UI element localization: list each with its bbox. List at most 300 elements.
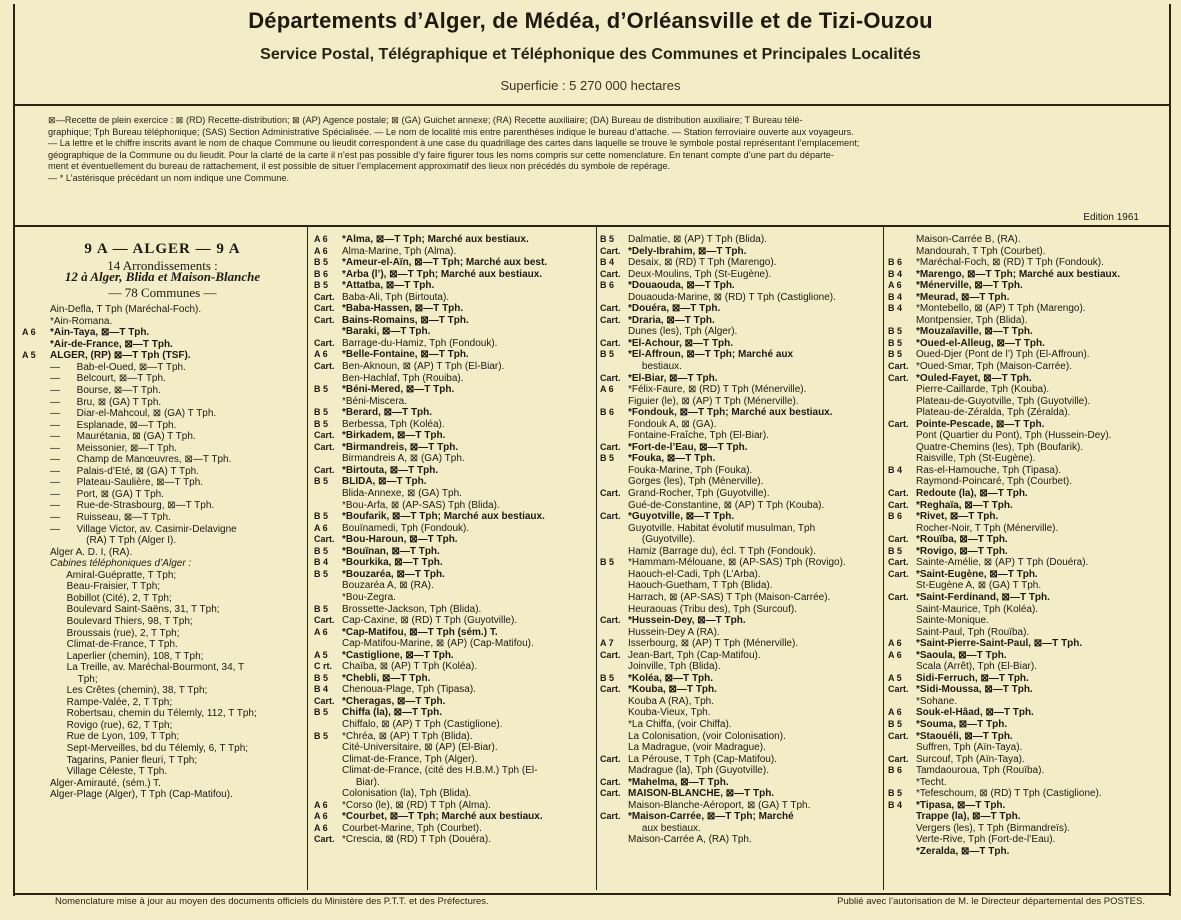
grid-reference: Cart. — [888, 557, 909, 568]
column-1-list — [20, 304, 305, 801]
list-item — [598, 557, 882, 569]
locality-entry: *Saint-Pierre-Saint-Paul, ⊠—T Tph. — [916, 638, 1083, 650]
grid-reference: Cart. — [888, 591, 909, 602]
grid-reference: Cart. — [888, 730, 909, 741]
grid-reference — [886, 811, 916, 823]
list-item — [20, 720, 305, 732]
locality-entry: *Cheragas, ⊠—T Tph. — [342, 695, 446, 707]
grid-reference: A 6 — [600, 384, 614, 395]
grid-reference: B 6 — [314, 268, 329, 279]
grid-reference: B 5 — [314, 603, 329, 614]
list-item — [886, 650, 1172, 662]
locality-entry: La Colonisation, (voir Colonisation). — [628, 730, 786, 742]
list-item — [886, 731, 1172, 743]
grid-reference — [312, 326, 342, 338]
locality-entry: Dunes (les), Tph (Alger). — [628, 326, 738, 338]
grid-reference — [312, 580, 342, 592]
locality-entry: *Air-de-France, ⊠—T Tph. — [50, 338, 173, 350]
locality-entry: Trappe (la), ⊠—T Tph. — [916, 811, 1021, 823]
locality-entry: Souk-el-Hâad, ⊠—T Tph. — [916, 707, 1034, 719]
grid-reference — [598, 292, 628, 304]
grid-reference — [886, 315, 916, 327]
grid-reference — [20, 604, 50, 616]
list-item — [598, 800, 882, 812]
grid-reference — [20, 628, 50, 640]
grid-reference: B 4 — [888, 303, 903, 314]
list-item — [312, 257, 596, 269]
list-item — [20, 489, 305, 501]
grid-reference — [312, 500, 342, 512]
locality-entry: *Saint-Eugène, ⊠—T Tph. — [916, 568, 1038, 580]
list-item — [312, 523, 596, 535]
locality-entry: Bobillot (Cité), 2, T Tph; — [50, 592, 172, 604]
list-item — [312, 788, 596, 800]
locality-entry: *Bouzaréa, ⊠—T Tph. — [342, 568, 445, 580]
grid-reference — [598, 742, 628, 754]
locality-entry: Chenoua-Plage, Tph (Tipasa). — [342, 684, 476, 696]
grid-reference — [20, 720, 50, 732]
locality-entry: Robertsau, chemin du Télemly, 112, T Tph; — [50, 708, 257, 720]
list-item — [312, 361, 596, 373]
list-item — [312, 742, 596, 754]
grid-reference — [598, 534, 628, 546]
list-item — [886, 673, 1172, 685]
locality-entry: *Alma, ⊠—T Tph; Marché aux bestiaux. — [342, 234, 529, 245]
locality-entry: *Saint-Ferdinand, ⊠—T Tph. — [916, 591, 1050, 603]
list-item — [312, 557, 596, 569]
list-item — [886, 765, 1172, 777]
locality-entry: *Berard, ⊠—T Tph. — [342, 407, 433, 419]
locality-entry: Haouch-Guetham, T Tph (Blida). — [628, 580, 773, 592]
list-item — [886, 246, 1172, 258]
legend — [48, 115, 1148, 185]
list-item — [598, 500, 882, 512]
grid-reference: B 5 — [314, 407, 329, 418]
list-item — [20, 628, 305, 640]
locality-entry: Mandourah, T Tph (Courbet). — [916, 245, 1046, 257]
grid-reference — [20, 651, 50, 663]
grid-reference: Cart. — [888, 684, 909, 695]
list-item — [886, 488, 1172, 500]
locality-entry: Sainte-Monique. — [916, 615, 989, 627]
locality-entry: *Tipasa, ⊠—T Tph. — [916, 799, 1006, 811]
list-item — [886, 442, 1172, 454]
grid-reference: Cart. — [314, 314, 335, 325]
locality-entry: Desaix, ⊠ (RD) T Tph (Marengo). — [628, 257, 777, 269]
locality-entry: Colonisation (la), Tph (Blida). — [342, 788, 472, 800]
list-item — [312, 534, 596, 546]
grid-reference: Cart. — [888, 534, 909, 545]
list-item — [312, 326, 596, 338]
list-item — [886, 627, 1172, 639]
grid-reference — [886, 823, 916, 835]
grid-reference — [886, 742, 916, 754]
grid-reference: A 6 — [888, 280, 902, 291]
list-item — [20, 743, 305, 755]
locality-entry: Saint-Maurice, Tph (Koléa). — [916, 603, 1039, 615]
locality-entry: *Maréchal-Foch, ⊠ (RD) T Tph (Fondouk). — [916, 257, 1104, 269]
locality-entry: Climat-de-France, (cité des H.B.M.) Tph (El- — [342, 765, 538, 777]
list-item — [598, 604, 882, 616]
list-item — [886, 661, 1172, 673]
locality-entry: *Kouba, ⊠—T Tph. — [628, 684, 717, 696]
grid-reference — [20, 581, 50, 593]
list-item — [886, 557, 1172, 569]
list-item — [312, 707, 596, 719]
locality-entry: Verte-Rive, Tph (Fort-de-l’Eau). — [916, 834, 1056, 846]
list-item — [312, 280, 596, 292]
locality-entry: *La Chiffa, (voir Chiffa). — [628, 718, 732, 730]
grid-reference — [20, 397, 50, 409]
locality-entry: *Meurad, ⊠—T Tph. — [916, 291, 1010, 303]
list-item — [886, 800, 1172, 812]
grid-reference — [598, 719, 628, 731]
grid-reference — [598, 465, 628, 477]
list-item — [312, 684, 596, 696]
grid-reference — [886, 627, 916, 639]
list-item — [886, 754, 1172, 766]
grid-reference — [312, 777, 342, 789]
list-item — [20, 385, 305, 397]
list-item — [886, 384, 1172, 396]
locality-entry: *Castiglione, ⊠—T Tph. — [342, 649, 454, 661]
grid-reference: B 6 — [600, 280, 615, 291]
grid-reference: A 5 — [888, 672, 902, 683]
locality-entry: Rovigo (rue), 62, T Tph; — [50, 719, 173, 731]
locality-entry: St-Eugène A, ⊠ (GA) T Tph. — [916, 580, 1042, 592]
page-title: Départements d’Alger, de Médéa, d’Orléansville et de Tizi-Ouzou — [248, 8, 933, 33]
locality-entry: *Bou-Haroun, ⊠—T Tph. — [342, 534, 458, 546]
grid-reference: Cart. — [600, 303, 621, 314]
grid-reference — [20, 766, 50, 778]
grid-reference: B 6 — [888, 765, 903, 776]
list-item — [312, 765, 596, 777]
list-item — [598, 453, 882, 465]
list-item — [312, 731, 596, 743]
list-item — [598, 627, 882, 639]
list-item — [598, 754, 882, 766]
list-item — [886, 777, 1172, 789]
locality-entry: *Staouéli, ⊠—T Tph. — [916, 730, 1013, 742]
grid-reference — [598, 396, 628, 408]
grid-reference — [598, 546, 628, 558]
list-item — [312, 384, 596, 396]
locality-entry: *Dely-Ibrahim, ⊠—T Tph. — [628, 245, 747, 257]
grid-reference: Cart. — [600, 511, 621, 522]
grid-reference — [312, 592, 342, 604]
locality-entry: *Maison-Carrée, ⊠—T Tph; Marché — [628, 811, 794, 823]
list-item — [312, 604, 596, 616]
locality-entry: Ben-Hachlaf, Tph (Rouiba). — [342, 372, 464, 384]
legend-line: ⊠—Recette de plein exercice : ⊠ (RD) Recette-distribution; ⊠ (AP) Agence postale; ⊠ (GA) Guichet annexe; (RA) Recette auxiliaire; (DA) Bureau de distribution auxiliaire; T Bureau télé- — [48, 115, 803, 125]
locality-entry: *Fort-de-l’Eau, ⊠—T Tph. — [628, 441, 748, 453]
list-item — [598, 361, 882, 373]
locality-entry: La Madrague, (voir Madrague). — [628, 742, 766, 754]
list-item — [598, 661, 882, 673]
list-item — [598, 465, 882, 477]
locality-entry: Laperlier (chemin), 108, T Tph; — [50, 650, 204, 662]
grid-reference: A 6 — [314, 626, 328, 637]
list-item — [598, 638, 882, 650]
list-item — [312, 615, 596, 627]
locality-entry: *Birmandreis, ⊠—T Tph. — [342, 441, 459, 453]
list-item — [886, 511, 1172, 523]
locality-entry: *Hammam-Mélouane, ⊠ (AP-SAS) Tph (Rovigo). — [628, 557, 846, 569]
list-item — [20, 535, 305, 547]
locality-entry: Ben-Aknoun, ⊠ (AP) T Tph (El-Biar). — [342, 361, 505, 373]
locality-entry: Brossette-Jackson, Tph (Blida). — [342, 603, 482, 615]
locality-entry: Berbessa, Tph (Koléa). — [342, 418, 445, 430]
grid-reference: A 6 — [888, 707, 902, 718]
grid-reference: Cart. — [600, 788, 621, 799]
list-item — [886, 396, 1172, 408]
grid-reference — [20, 512, 50, 524]
grid-reference: Cart. — [314, 534, 335, 545]
list-item — [886, 326, 1172, 338]
grid-reference — [20, 685, 50, 697]
locality-entry: *Baba-Hassen, ⊠—T Tph. — [342, 303, 464, 315]
grid-reference: Cart. — [600, 753, 621, 764]
column-divider — [883, 226, 884, 890]
locality-entry: *Corso (le), ⊠ (RD) T Tph (Alma). — [342, 799, 491, 811]
grid-reference: Cart. — [600, 372, 621, 383]
list-item — [20, 639, 305, 651]
list-item — [20, 581, 305, 593]
grid-reference — [20, 316, 50, 328]
grid-reference — [20, 743, 50, 755]
locality-entry: Amiral-Guépratte, T Tph; — [50, 569, 177, 581]
grid-reference — [886, 580, 916, 592]
list-item — [312, 234, 596, 246]
list-item — [312, 303, 596, 315]
grid-reference: B 5 — [314, 730, 329, 741]
list-item — [20, 570, 305, 582]
grid-reference — [20, 431, 50, 443]
list-item — [886, 707, 1172, 719]
grid-reference — [886, 453, 916, 465]
list-item — [20, 731, 305, 743]
list-item — [598, 407, 882, 419]
grid-reference: A 6 — [314, 522, 328, 533]
list-item — [886, 580, 1172, 592]
grid-reference: B 5 — [314, 418, 329, 429]
locality-entry: Alger-Plage (Alger), T Tph (Cap-Matifou). — [50, 789, 233, 801]
locality-entry: Kouba-Vieux, Tph. — [628, 707, 711, 719]
list-item — [20, 477, 305, 489]
grid-reference — [886, 777, 916, 789]
list-item — [598, 292, 882, 304]
grid-reference: B 4 — [314, 557, 329, 568]
footer-rule — [15, 893, 1169, 895]
grid-reference — [598, 523, 628, 535]
list-item — [886, 500, 1172, 512]
grid-reference — [886, 661, 916, 673]
locality-entry: Rocher-Noir, T Tph (Ménerville). — [916, 522, 1059, 534]
grid-reference: A 6 — [888, 649, 902, 660]
list-item — [598, 396, 882, 408]
list-item — [886, 638, 1172, 650]
grid-reference — [20, 755, 50, 767]
locality-entry: Madrague (la), Tph (Guyotville). — [628, 765, 769, 777]
locality-entry: Suffren, Tph (Aïn-Taya). — [916, 742, 1023, 754]
locality-entry: Gué-de-Constantine, ⊠ (AP) T Tph (Kouba). — [628, 499, 825, 511]
list-item — [886, 280, 1172, 292]
locality-entry: Cap-Caxine, ⊠ (RD) T Tph (Guyotville). — [342, 615, 518, 627]
locality-entry: *El-Achour, ⊠—T Tph. — [628, 337, 734, 349]
locality-entry: Cité-Universitaire, ⊠ (AP) (El-Biar). — [342, 742, 498, 754]
grid-reference: Cart. — [314, 303, 335, 314]
list-item — [312, 465, 596, 477]
grid-reference: B 5 — [600, 349, 615, 360]
locality-entry: *Chréa, ⊠ (AP) T Tph (Blida). — [342, 730, 473, 742]
locality-entry: *Sidi-Moussa, ⊠—T Tph. — [916, 684, 1033, 696]
locality-entry: Fouka-Marine, Tph (Fouka). — [628, 464, 753, 476]
grid-reference: B 6 — [888, 511, 903, 522]
list-item — [312, 754, 596, 766]
list-item — [312, 546, 596, 558]
list-item — [312, 419, 596, 431]
list-item — [20, 350, 305, 362]
list-item — [886, 546, 1172, 558]
list-item — [312, 811, 596, 823]
grid-reference: A 6 — [314, 349, 328, 360]
list-item — [312, 500, 596, 512]
locality-entry: — Rue-de-Strasbourg, ⊠—T Tph. — [50, 500, 215, 512]
locality-entry: *Birtouta, ⊠—T Tph. — [342, 464, 439, 476]
grid-reference: B 4 — [888, 799, 903, 810]
grid-reference: A 6 — [314, 234, 328, 244]
grid-reference: B 4 — [600, 257, 615, 268]
locality-entry: Broussais (rue), 2, T Tph; — [50, 627, 180, 639]
grid-reference: Cart. — [600, 314, 621, 325]
list-item — [886, 269, 1172, 281]
list-item — [886, 788, 1172, 800]
locality-entry: *Félix-Faure, ⊠ (RD) T Tph (Ménerville). — [628, 384, 807, 396]
list-item — [312, 661, 596, 673]
grid-reference — [886, 834, 916, 846]
list-item — [312, 246, 596, 258]
locality-entry: *Attatba, ⊠—T Tph. — [342, 280, 435, 292]
locality-entry: Climat-de-France, T Tph. — [50, 639, 178, 651]
list-item — [312, 834, 596, 846]
grid-reference — [20, 466, 50, 478]
locality-entry: Jean-Bart, Tph (Cap-Matifou). — [628, 649, 761, 661]
locality-entry: Haouch-el-Cadi, Tph (L’Arba). — [628, 568, 761, 580]
grid-reference — [20, 789, 50, 801]
grid-reference: B 4 — [888, 268, 903, 279]
list-item — [598, 580, 882, 592]
list-item — [312, 269, 596, 281]
locality-entry: Alger-Amirauté, (sém.) T. — [50, 777, 161, 789]
grid-reference — [20, 535, 50, 547]
grid-reference: A 6 — [314, 811, 328, 822]
grid-reference: B 5 — [888, 788, 903, 799]
locality-entry: La Treille, av. Maréchal-Bourmont, 34, T — [50, 662, 245, 674]
grid-reference: Cart. — [314, 464, 335, 475]
list-item — [20, 651, 305, 663]
locality-entry: *Draria, ⊠—T Tph. — [628, 314, 715, 326]
locality-entry: Montpensier, Tph (Blida). — [916, 314, 1028, 326]
list-item — [598, 488, 882, 500]
locality-entry: Deux-Moulins, Tph (St-Eugène). — [628, 268, 772, 280]
list-item — [312, 650, 596, 662]
list-item — [312, 569, 596, 581]
grid-reference — [20, 778, 50, 790]
locality-entry: *Ain-Romana. — [50, 315, 113, 327]
grid-reference: Cart. — [888, 418, 909, 429]
grid-reference — [886, 696, 916, 708]
grid-reference — [886, 407, 916, 419]
locality-entry: Barrage-du-Hamiz, Tph (Fondouk). — [342, 337, 498, 349]
list-item — [886, 407, 1172, 419]
grid-reference — [20, 304, 50, 316]
grid-reference — [886, 442, 916, 454]
list-item — [598, 811, 882, 823]
locality-entry: La Pérouse, T Tph (Cap-Matifou). — [628, 753, 777, 765]
grid-reference — [20, 454, 50, 466]
grid-reference — [598, 476, 628, 488]
locality-entry: Alma-Marine, Tph (Alma). — [342, 245, 457, 257]
locality-entry: *Rovigo, ⊠—T Tph. — [916, 545, 1008, 557]
grid-reference — [598, 696, 628, 708]
list-item — [886, 684, 1172, 696]
grid-reference: Cart. — [314, 337, 335, 348]
list-item — [20, 373, 305, 385]
grid-reference — [886, 523, 916, 535]
locality-entry: *Boufarik, ⊠—T Tph; Marché aux bestiaux. — [342, 511, 545, 523]
locality-entry: *Crescia, ⊠ (RD) T Tph (Douéra). — [342, 834, 491, 846]
locality-entry: Ain-Defla, T Tph (Maréchal-Foch). — [50, 304, 202, 316]
list-item — [20, 454, 305, 466]
list-item — [598, 673, 882, 685]
list-item — [20, 431, 305, 443]
locality-entry: — Champ de Manœuvres, ⊠—T Tph. — [50, 454, 232, 466]
grid-reference: B 5 — [888, 545, 903, 556]
list-item — [312, 453, 596, 465]
grid-reference: Cart. — [314, 695, 335, 706]
locality-entry: Douaouda-Marine, ⊠ (RD) T Tph (Castiglione). — [628, 291, 836, 303]
grid-reference: B 5 — [314, 476, 329, 487]
list-item — [20, 685, 305, 697]
locality-entry: Grand-Rocher, Tph (Guyotville). — [628, 488, 770, 500]
locality-entry: Tph; — [50, 673, 98, 685]
list-item — [598, 523, 882, 535]
locality-entry: Fontaine-Fraîche, Tph (El-Biar). — [628, 430, 769, 442]
locality-entry: Scala (Arrêt), Tph (El-Biar). — [916, 661, 1037, 673]
locality-entry: *Souma, ⊠—T Tph. — [916, 718, 1008, 730]
grid-reference — [20, 477, 50, 489]
grid-reference — [598, 500, 628, 512]
header-rule — [15, 104, 1169, 106]
list-item — [598, 338, 882, 350]
list-item — [312, 430, 596, 442]
list-item — [312, 396, 596, 408]
grid-reference — [20, 674, 50, 686]
list-item — [886, 834, 1172, 846]
list-item — [312, 627, 596, 639]
grid-reference: Cart. — [600, 684, 621, 695]
locality-entry: ALGER, (RP) ⊠—T Tph (TSF). — [50, 350, 191, 362]
locality-entry: *Béni-Mered, ⊠—T Tph. — [342, 384, 455, 396]
grid-reference: Cart. — [600, 488, 621, 499]
locality-entry: Kouba A (RA), Tph. — [628, 695, 714, 707]
grid-reference: Cart. — [888, 568, 909, 579]
grid-reference: B 5 — [600, 557, 615, 568]
list-item — [312, 673, 596, 685]
list-item — [312, 592, 596, 604]
grid-reference: Cart. — [314, 430, 335, 441]
locality-entry: Bains-Romains, ⊠—T Tph. — [342, 314, 469, 326]
